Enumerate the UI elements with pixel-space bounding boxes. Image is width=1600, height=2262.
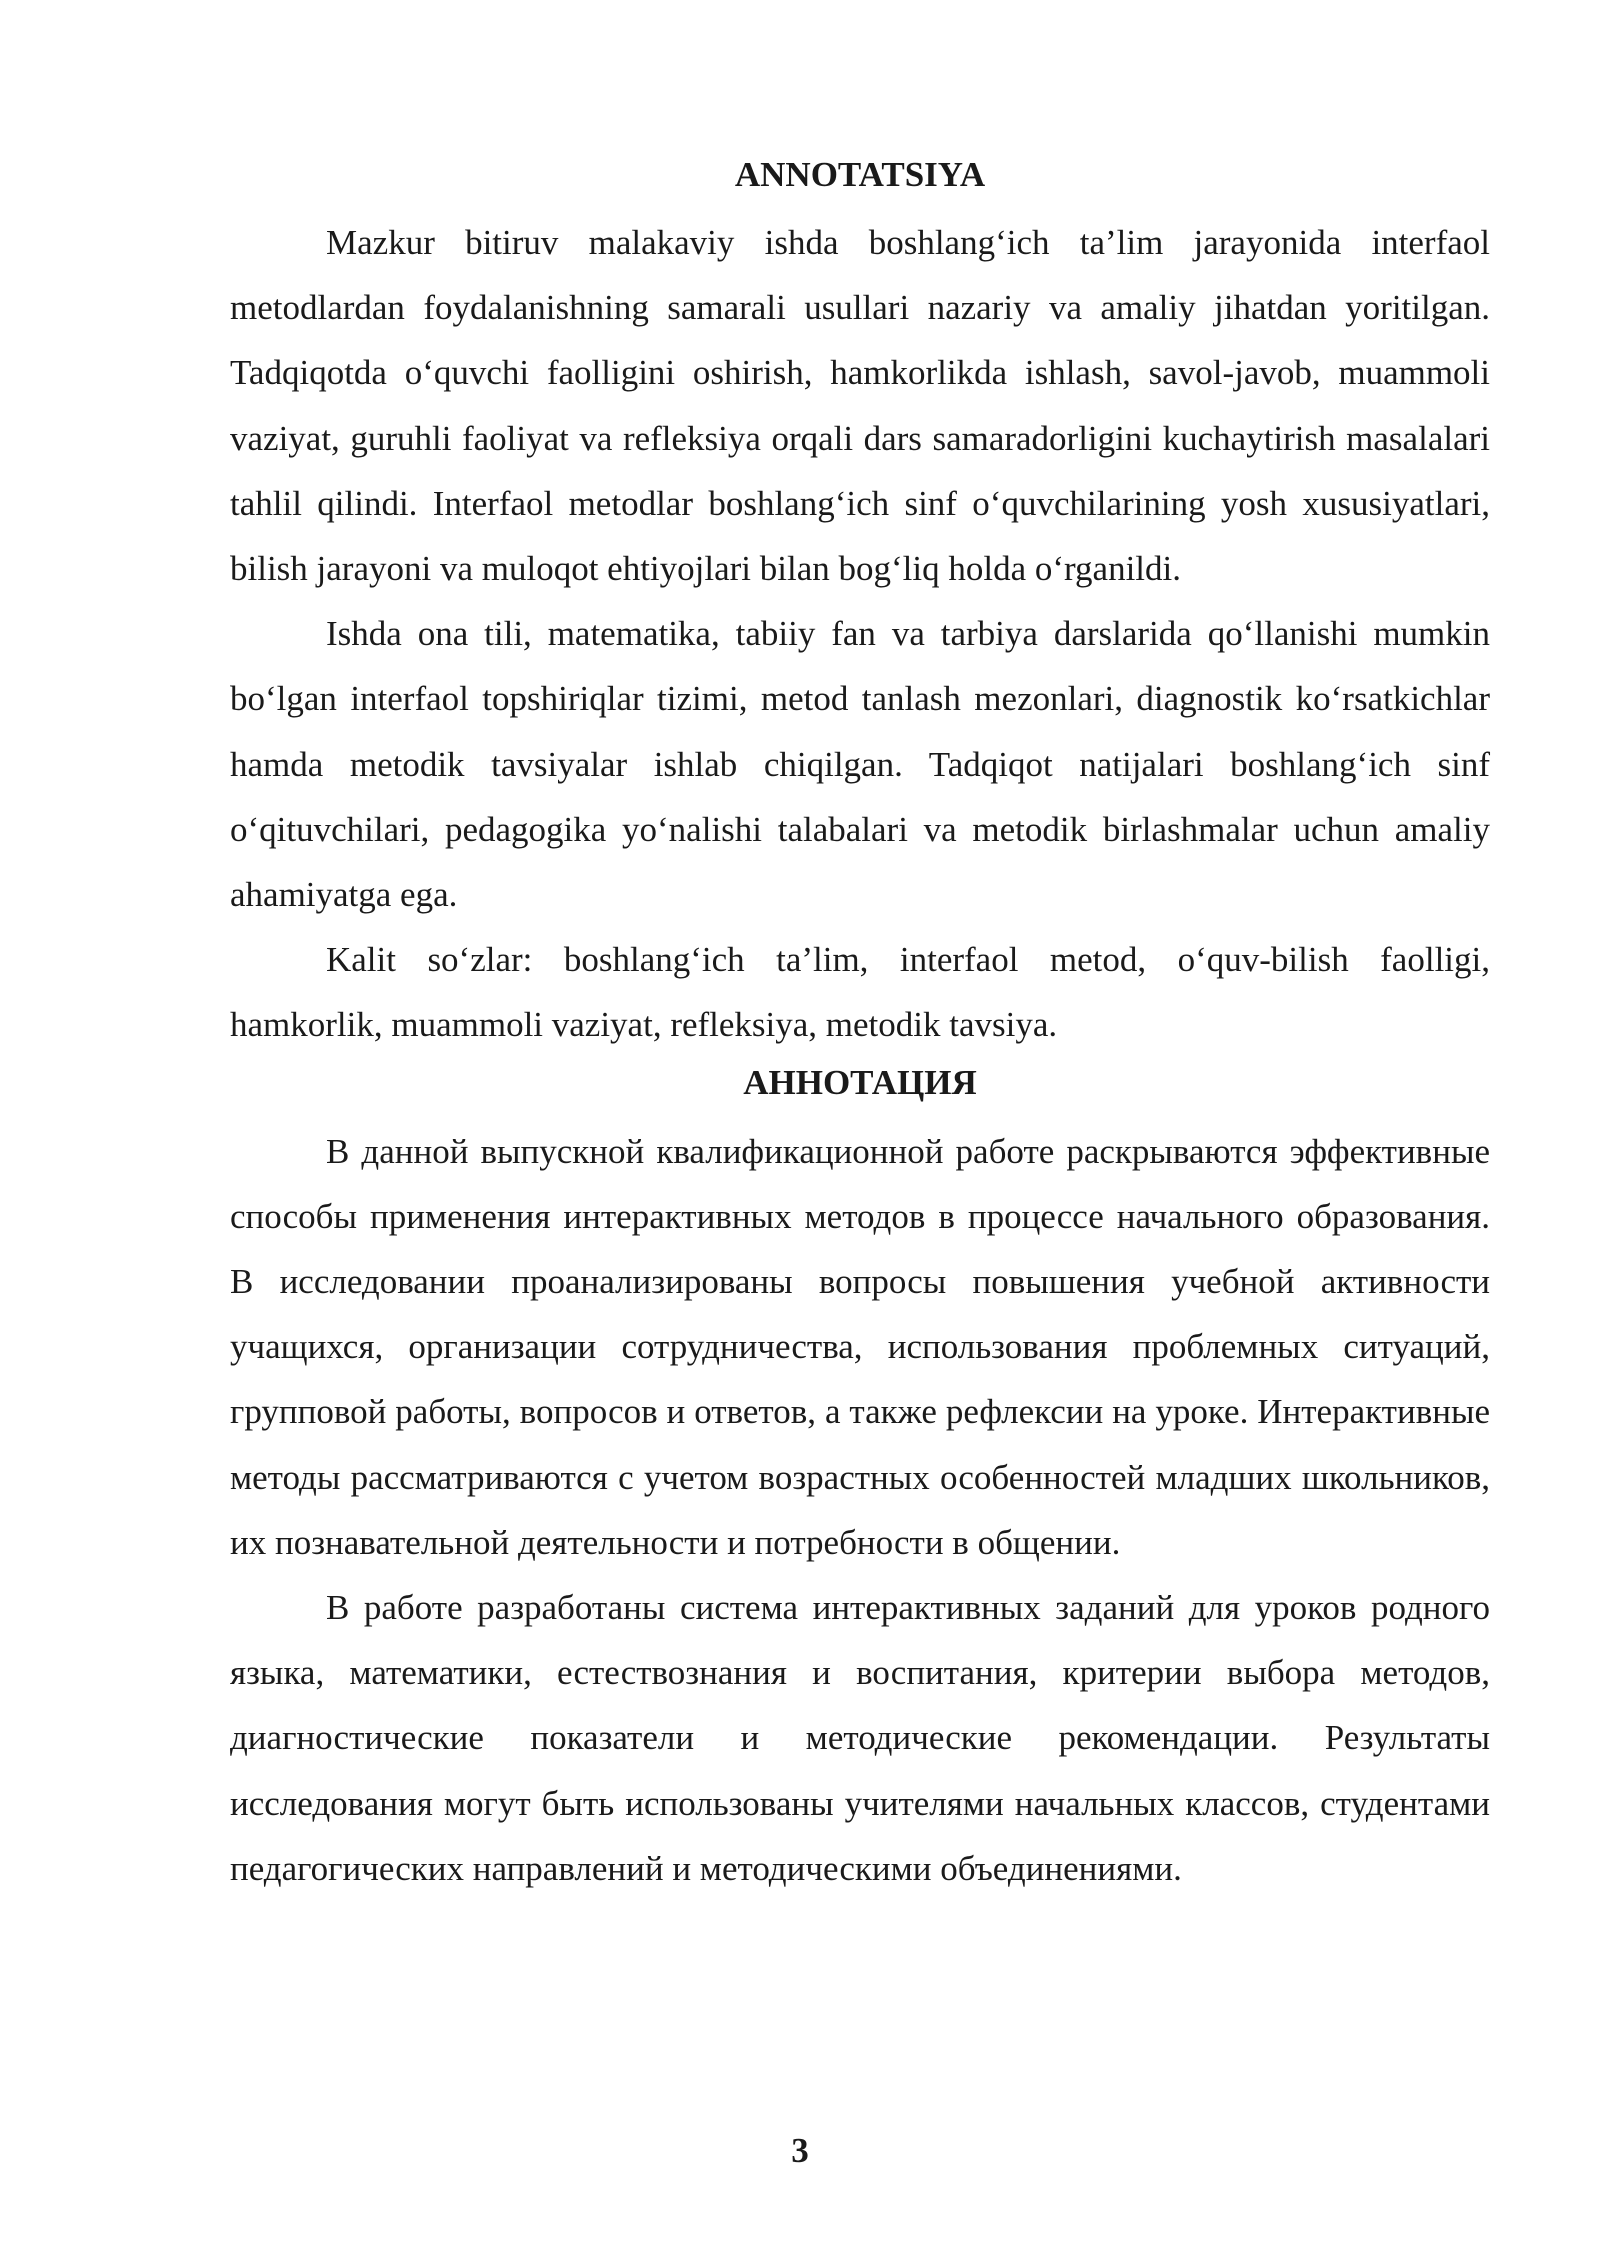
annotation-uz-paragraph-1: Mazkur bitiruv malakaviy ishda boshlang‘ich ta’lim jarayonida interfaol metodlardan foydalanishning samarali usullari nazariy va amaliy jihatdan yoritilgan. Tadqiqotda o‘quvchi faolligini oshirish, hamkorlikda ishlash, savol-javob, muammoli vaziyat, guruhli faoliyat va refleksiya orqali dars samaradorligini kuchaytirish masalalari tahlil qilindi. Interfaol metodlar boshlang‘ich sinf o‘quvchilarining yosh xususiyatlari, bilish jarayoni va muloqot ehtiyojlari bilan bog‘liq holda o‘rganildi.: [230, 223, 1490, 589]
annotation-uz-title: ANNOTATSIYA: [734, 155, 986, 194]
annotation-uz-paragraph-2: Ishda ona tili, matematika, tabiiy fan va tarbiya darslarida qo‘llanishi mumkin bo‘lgan interfaol topshiriqlar tizimi, metod tanlash mezonlari, diagnostik ko‘rsatkichlar hamda metodik tavsiyalar ishlab chiqilgan. Tadqiqot natijalari boshlang‘ich sinf o‘qituvchilari, pedagogika yo‘nalishi talabalari va metodik birlashmalar uchun amaliy ahamiyatga ega.: [230, 614, 1490, 915]
annotation-ru-paragraph-2: В работе разработаны система интерактивных заданий для уроков родного языка, математики, естествознания и воспитания, критерии выбора методов, диагностические показатели и методические рекомендации. Результаты исследования могут быть использованы учителями начальных классов, студентами педагогических направлений и методическими объединениями.: [230, 1588, 1490, 1888]
page-number: 3: [791, 2131, 809, 2170]
annotation-ru-title: АННОТАЦИЯ: [743, 1062, 977, 1102]
annotation-ru-paragraph-1: В данной выпускной квалификационной работе раскрываются эффективные способы применения интерактивных методов в процессе начального образования. В исследовании проанализированы вопросы повышения учебной активности учащихся, организации сотрудничества, использования проблемных ситуаций, групповой работы, вопросов и ответов, а также рефлексии на уроке. Интерактивные методы рассматриваются с учетом возрастных особенностей младших школьников, их познавательной деятельности и потребности в общении.: [230, 1131, 1490, 1562]
annotation-uz-keywords: Kalit so‘zlar: boshlang‘ich ta’lim, interfaol metod, o‘quv-bilish faolligi, hamkorlik, muammoli vaziyat, refleksiya, metodik tavsiya.: [230, 940, 1490, 1045]
document-page: [230, 150, 1490, 1901]
